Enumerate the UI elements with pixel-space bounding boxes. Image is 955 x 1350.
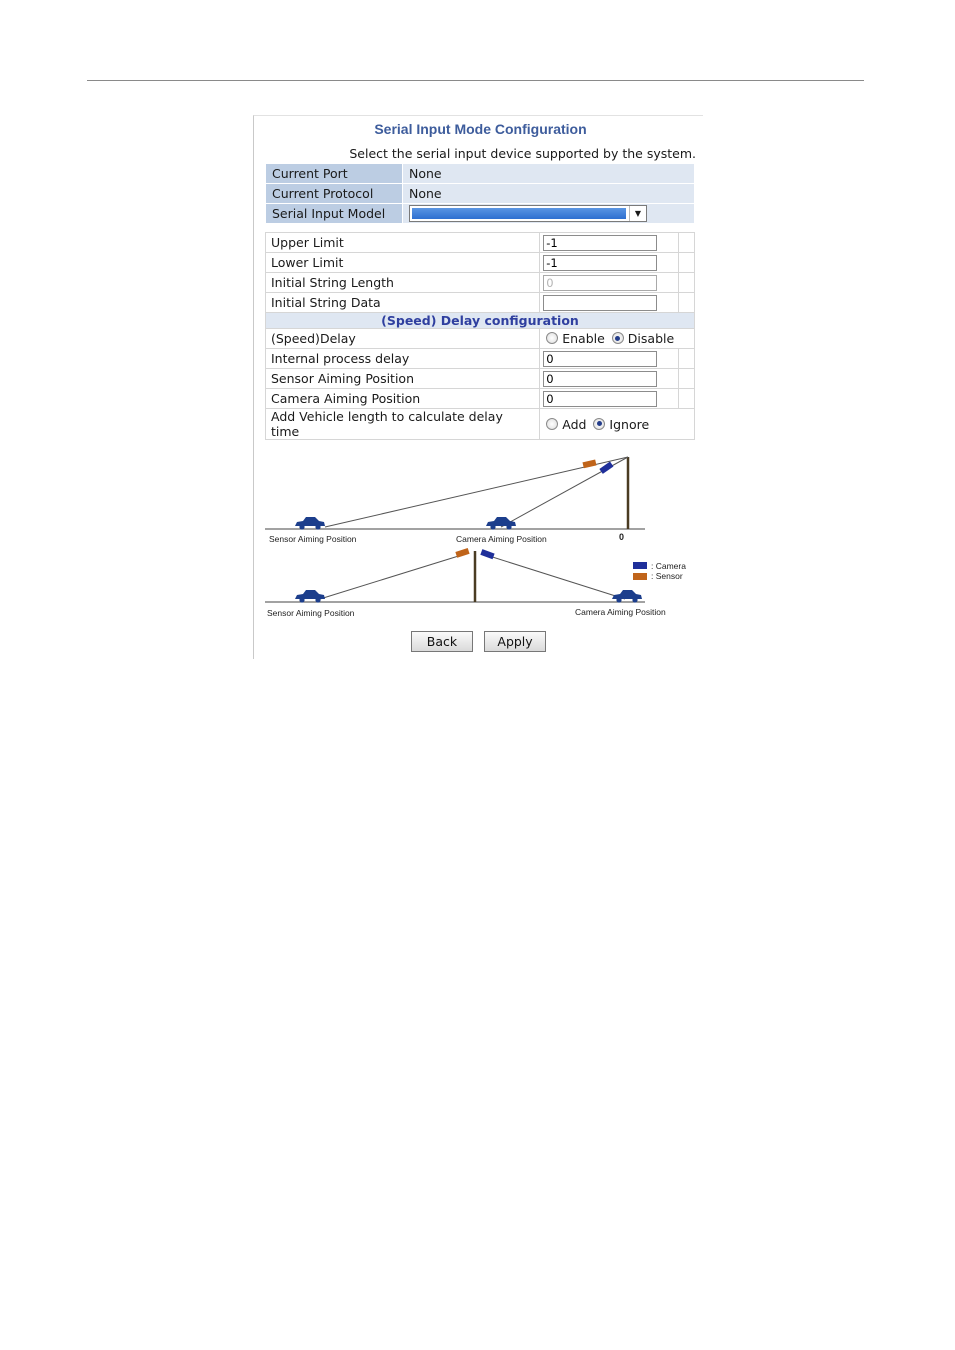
row-initial-string-length: [266, 273, 695, 293]
sensor-aiming-position-label: Sensor Aiming Position: [266, 369, 540, 389]
legend-sensor-swatch: [633, 573, 647, 580]
row-lower-limit: [266, 253, 695, 273]
top-sensor-beam: [325, 457, 628, 527]
aiming-position-diagram: [265, 451, 697, 623]
initial-string-length-cell: [540, 273, 678, 293]
row-vehicle-length: [266, 409, 695, 440]
legend-camera-swatch: [633, 562, 647, 569]
page-top-rule: [87, 80, 864, 81]
apply-button[interactable]: Apply: [484, 631, 546, 652]
speed-delay-enable-radio[interactable]: [546, 332, 558, 344]
lower-limit-input[interactable]: [543, 255, 657, 271]
serial-input-model-select[interactable]: [409, 205, 647, 222]
spacer-cell: [678, 389, 694, 409]
serial-input-config-panel: [253, 115, 703, 659]
serial-input-model-label: Serial Input Model: [266, 204, 403, 224]
row-upper-limit: [266, 233, 695, 253]
spacer-cell: [678, 273, 694, 293]
internal-process-delay-input[interactable]: [543, 351, 657, 367]
back-button[interactable]: Back: [411, 631, 473, 652]
legend-sensor-label: : Sensor: [651, 571, 683, 581]
car-icon: [295, 517, 325, 530]
lower-limit-cell: [540, 253, 678, 273]
speed-delay-enable-label: Enable: [562, 331, 605, 346]
sensor-aiming-position-input[interactable]: [543, 371, 657, 387]
button-bar: [254, 631, 703, 652]
top-camera-label: Camera Aiming Position: [456, 534, 547, 544]
chevron-down-icon[interactable]: ▼: [629, 206, 646, 221]
internal-process-delay-cell: [540, 349, 678, 369]
current-port-value: None: [403, 164, 695, 184]
config-table: [265, 232, 695, 440]
speed-delay-options: [540, 329, 695, 349]
upper-limit-cell: [540, 233, 678, 253]
row-sensor-aiming-position: [266, 369, 695, 389]
spacer-cell: [678, 253, 694, 273]
initial-string-length-label: Initial String Length: [266, 273, 540, 293]
upper-limit-input[interactable]: [543, 235, 657, 251]
speed-delay-disable-radio[interactable]: [612, 332, 624, 344]
lower-limit-label: Lower Limit: [266, 253, 540, 273]
info-table: [265, 163, 695, 224]
car-icon: [295, 590, 325, 603]
page-subtitle: Select the serial input device supported by the system.: [349, 146, 696, 161]
section-header-row: [266, 313, 695, 329]
select-highlight: [412, 208, 626, 219]
sensor-aiming-position-cell: [540, 369, 678, 389]
info-row-current-port: [266, 164, 695, 184]
info-row-serial-input-model: [266, 204, 695, 224]
bottom-sensor-device: [455, 548, 469, 558]
vehicle-length-label: Add Vehicle length to calculate delay time: [266, 409, 540, 440]
vehicle-length-ignore-radio[interactable]: [593, 418, 605, 430]
page-title: Serial Input Mode Configuration: [374, 121, 587, 137]
speed-delay-label: (Speed)Delay: [266, 329, 540, 349]
car-icon: [612, 590, 642, 603]
bottom-camera-device: [480, 549, 494, 559]
current-port-label: Current Port: [266, 164, 403, 184]
spacer-cell: [678, 233, 694, 253]
vehicle-length-add-label: Add: [562, 416, 587, 432]
bottom-sensor-label: Sensor Aiming Position: [267, 608, 355, 618]
current-protocol-value: None: [403, 184, 695, 204]
row-initial-string-data: [266, 293, 695, 313]
row-speed-delay: [266, 329, 695, 349]
initial-string-length-input: [543, 275, 657, 291]
spacer-cell: [678, 293, 694, 313]
upper-limit-label: Upper Limit: [266, 233, 540, 253]
info-row-current-protocol: [266, 184, 695, 204]
row-camera-aiming-position: [266, 389, 695, 409]
initial-string-data-input[interactable]: [543, 295, 657, 311]
vehicle-length-add-radio[interactable]: [546, 418, 558, 430]
camera-aiming-position-input[interactable]: [543, 391, 657, 407]
vehicle-length-ignore-label: Ignore: [609, 416, 650, 432]
vehicle-length-options: [540, 409, 695, 440]
section-title: (Speed) Delay configuration: [266, 313, 695, 329]
legend-camera-label: : Camera: [651, 561, 686, 571]
car-icon: [486, 517, 516, 530]
initial-string-data-label: Initial String Data: [266, 293, 540, 313]
row-internal-process-delay: [266, 349, 695, 369]
bottom-sensor-beam: [320, 554, 465, 599]
bottom-camera-label: Camera Aiming Position: [575, 607, 666, 617]
top-sensor-device: [582, 460, 596, 469]
serial-input-model-cell: [403, 204, 695, 224]
zero-label: 0: [619, 532, 625, 542]
camera-aiming-position-label: Camera Aiming Position: [266, 389, 540, 409]
spacer-cell: [678, 349, 694, 369]
current-protocol-label: Current Protocol: [266, 184, 403, 204]
top-sensor-label: Sensor Aiming Position: [269, 534, 357, 544]
bottom-camera-beam: [483, 554, 625, 599]
initial-string-data-cell: [540, 293, 678, 313]
speed-delay-disable-label: Disable: [627, 331, 675, 346]
spacer-cell: [678, 369, 694, 389]
camera-aiming-position-cell: [540, 389, 678, 409]
internal-process-delay-label: Internal process delay: [266, 349, 540, 369]
